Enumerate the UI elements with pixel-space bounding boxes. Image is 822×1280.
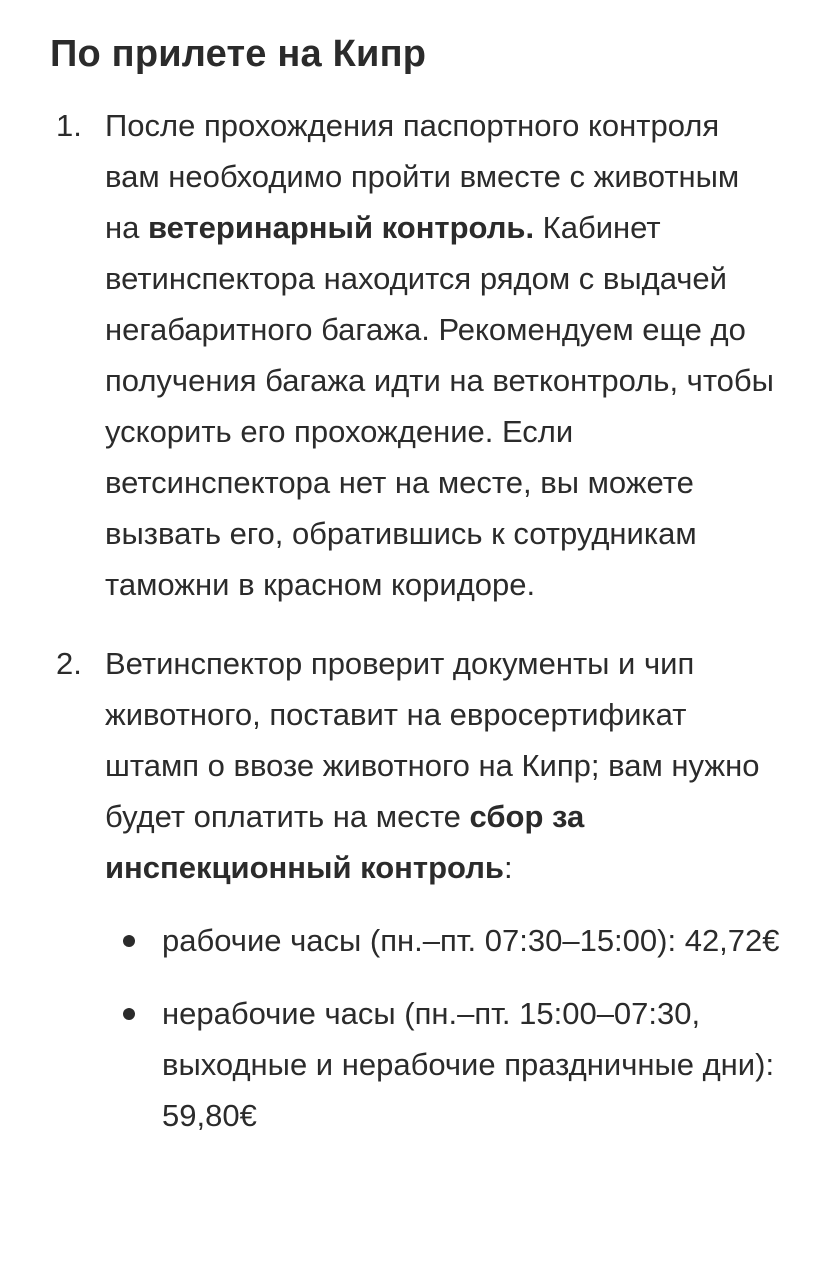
section-heading: По прилете на Кипр (50, 33, 427, 75)
step-text-before: Ветинспектор проверит документы и чип животного, поставит на евросертификат штамп о ввозе животного на Кипр; вам нужно будет оплатить на месте (105, 646, 760, 834)
bullet-icon (105, 915, 162, 966)
step-body (105, 638, 782, 1163)
step-number: 2. (56, 646, 82, 681)
step-body (105, 100, 782, 610)
step-number: 1. (56, 108, 82, 143)
list-item (105, 988, 782, 1141)
step-text (105, 646, 759, 885)
step-text-bold: сбор за инспекционный контроль (105, 799, 585, 885)
fee-text: нерабочие часы (пн.–пт. 15:00–07:30, выходные и нерабочие праздничные дни): 59,80€ (162, 996, 775, 1133)
bullet-icon (105, 988, 162, 1039)
fees-list (105, 915, 782, 1141)
step-text-after: Кабинет ветинспектора находится рядом с выдачей негабаритного багажа. Рекомендуем еще до получения багажа идти на ветконтроль, чтобы ускорить его прохождение. Если ветсинспектора нет на месте, вы можете вызвать его, обратившись к сотрудникам таможни в красном коридоре. (105, 210, 774, 602)
steps-list (50, 100, 782, 1163)
step-text (105, 108, 774, 602)
list-item (50, 100, 782, 610)
list-item (105, 915, 782, 966)
list-item (50, 638, 782, 1163)
step-text-after: : (503, 850, 513, 885)
step-text-before: После прохождения паспортного контроля вам необходимо пройти вместе с животным на (105, 108, 740, 245)
step-text-bold: ветеринарный контроль. (147, 210, 535, 245)
fee-text: рабочие часы (пн.–пт. 07:30–15:00): 42,72€ (162, 923, 780, 958)
